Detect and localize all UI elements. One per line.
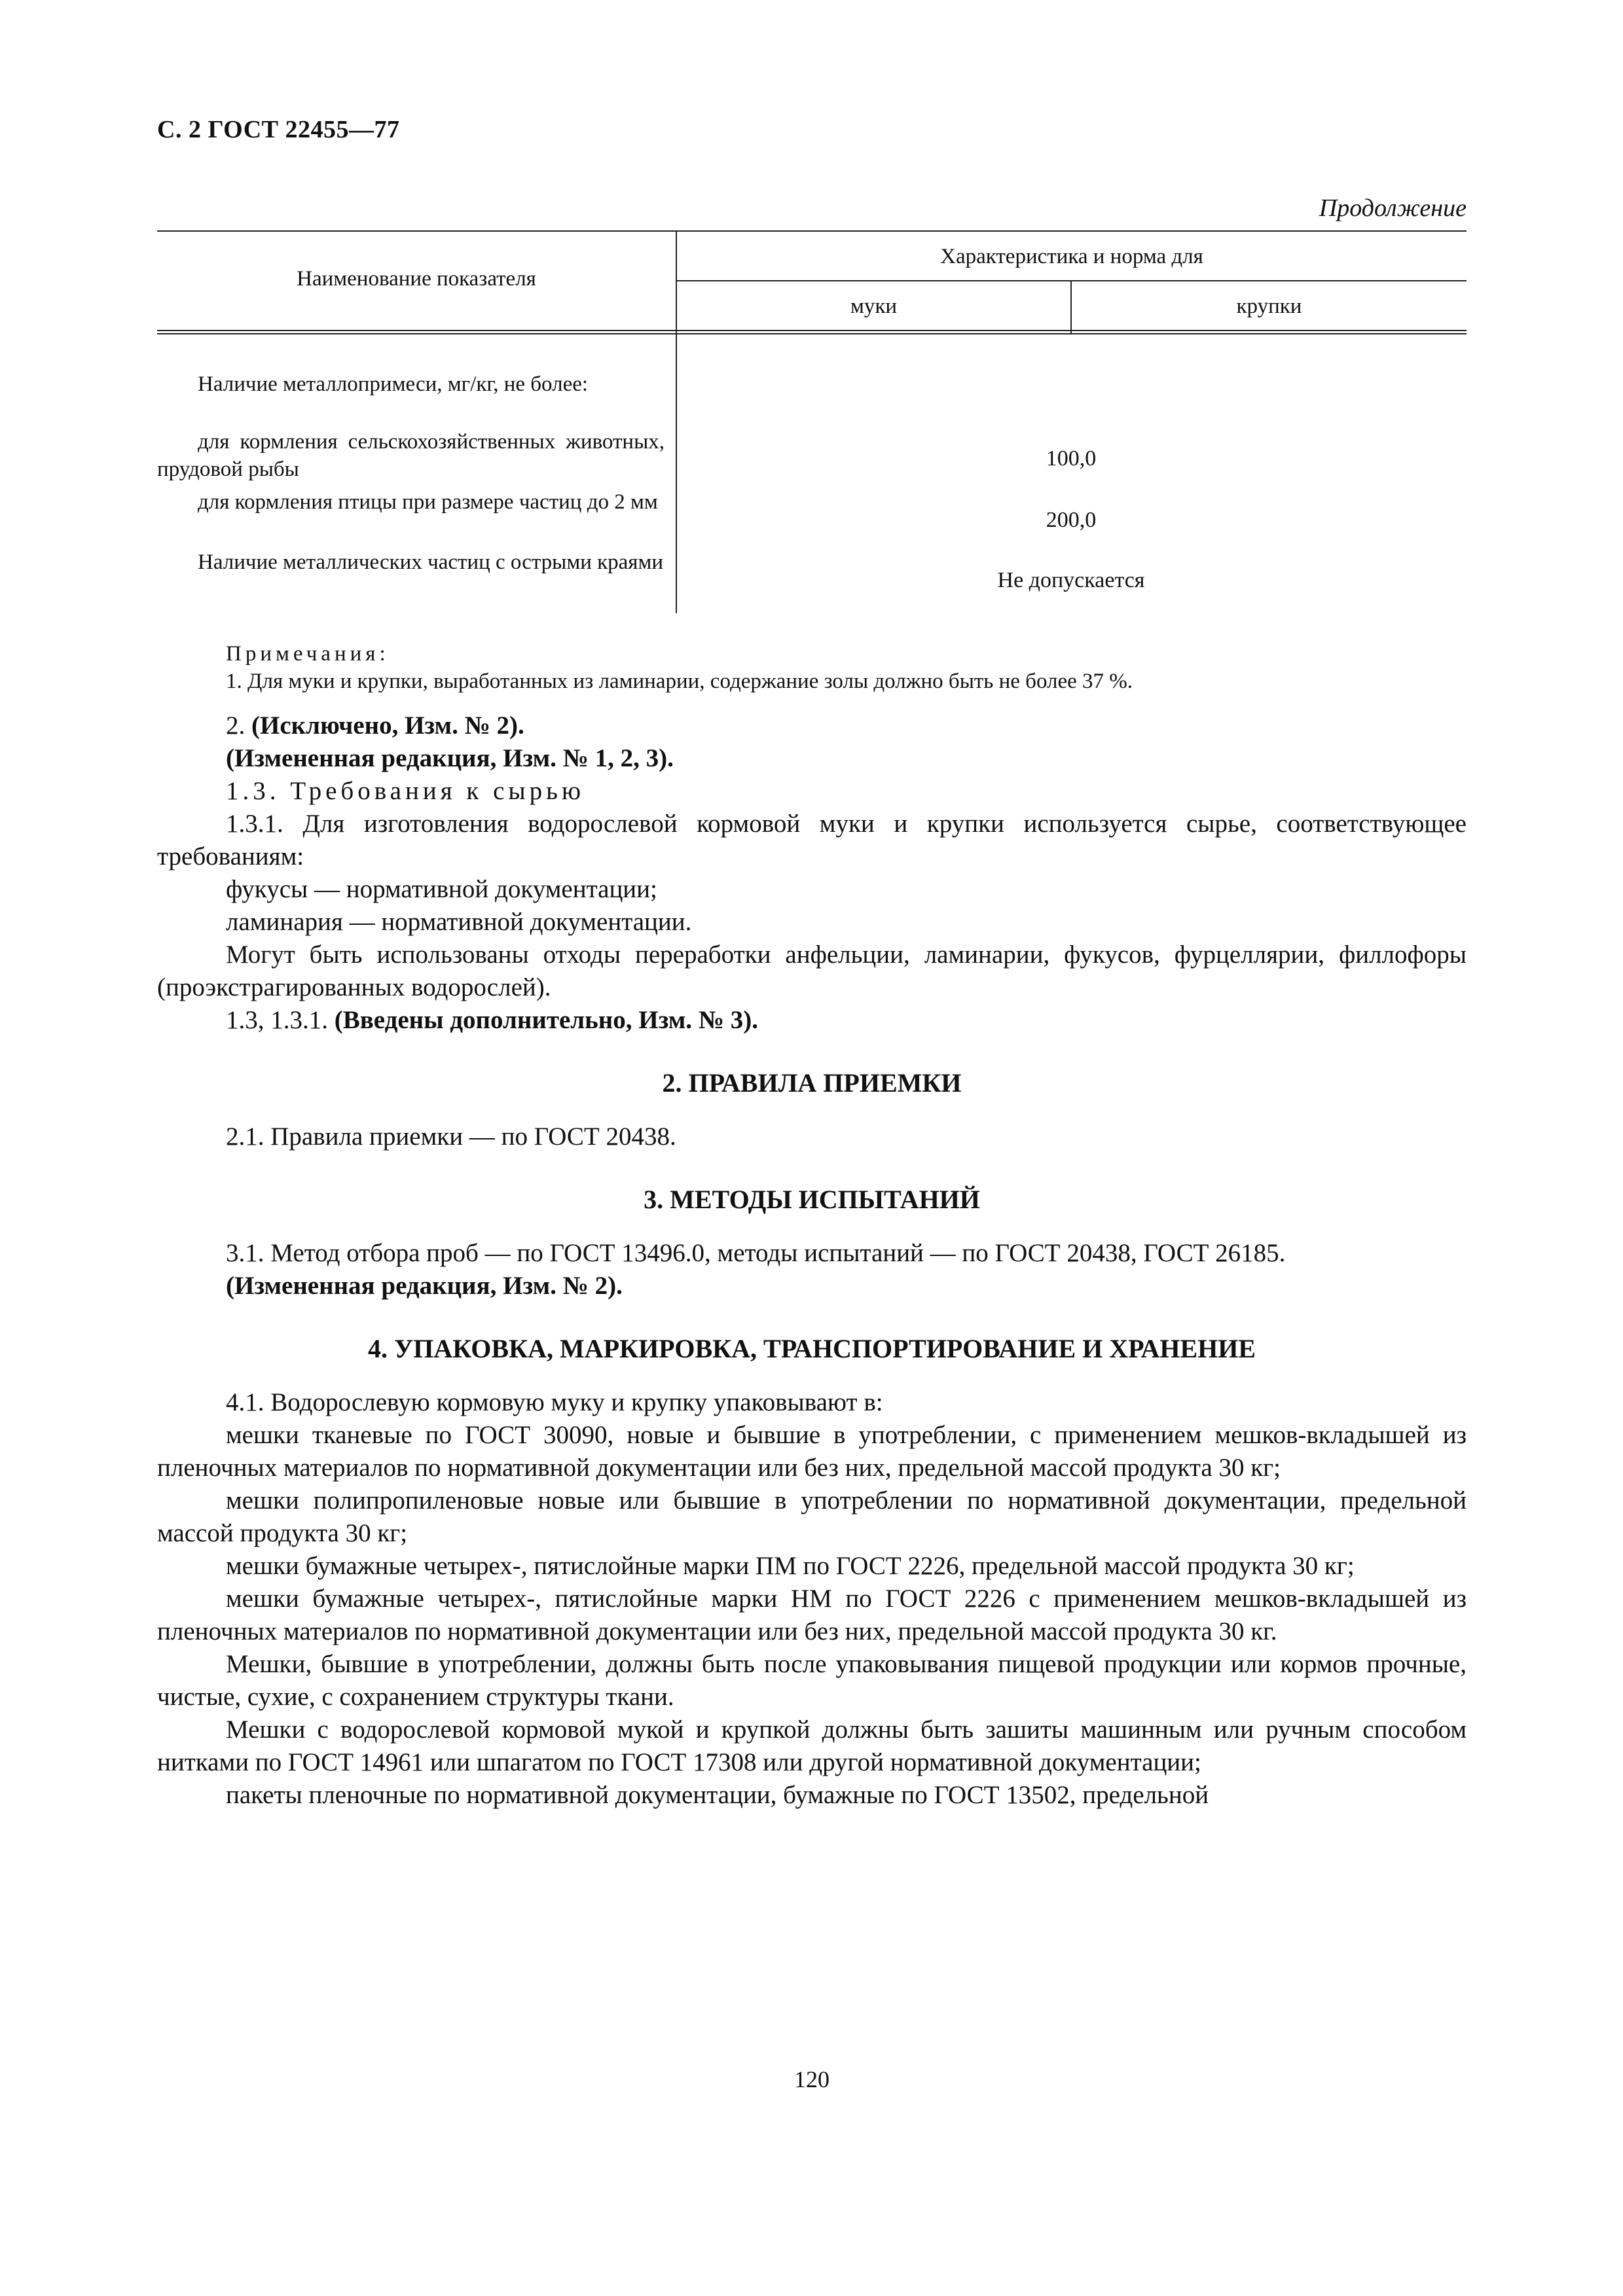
paragraph: 3.1. Метод отбора проб — по ГОСТ 13496.0, методы испытаний — по ГОСТ 20438, ГОСТ 26185.	[226, 1239, 1286, 1267]
page-number: 120	[794, 2066, 830, 2092]
table-row-label: Наличие металлических частиц с острыми краями	[198, 550, 664, 574]
list-item: мешки полипропиленовые новые или бывшие в употреблении по нормативной документации, предельной массой продукта 30 кг;	[157, 1486, 1467, 1547]
amendment-note: (Измененная редакция, Изм. № 1, 2, 3).	[226, 744, 674, 772]
column-name-header: Наименование показателя	[297, 267, 536, 291]
section-title: 2. ПРАВИЛА ПРИЕМКИ	[662, 1068, 962, 1098]
table-top-rule	[157, 230, 1467, 232]
table-row-value: 100,0	[1046, 446, 1097, 471]
amendment-note: (Исключено, Изм. № 2).	[251, 711, 524, 740]
column-grits-header: крупки	[1236, 295, 1302, 318]
list-item: ламинария — нормативной документации.	[226, 908, 692, 936]
paragraph: 2.1. Правила приемки — по ГОСТ 20438.	[226, 1122, 676, 1151]
amendment-note: (Измененная редакция, Изм. № 2).	[226, 1272, 623, 1300]
requirements-table	[157, 230, 1467, 613]
table-header-rule-1	[157, 330, 1467, 331]
paragraph: Могут быть использованы отходы переработки анфельции, ламинарии, фукусов, фурцеллярии, филлофоры (проэкстрагированных водорослей).	[157, 941, 1467, 1001]
table-header-rule-2	[157, 333, 1467, 334]
table-row-value: 200,0	[1046, 508, 1097, 532]
list-item: мешки бумажные четырех-, пятислойные марки НМ по ГОСТ 2226 с применением мешков-вкладышей из пленочных материалов по нормативной документации или без них, предельной массой продукта 30 кг.	[157, 1585, 1467, 1645]
paragraph-number: 2.	[226, 711, 246, 740]
table-row-label: для кормления сельскохозяйственных животных, прудовой рыбы	[157, 430, 665, 481]
paragraph-excluded	[157, 709, 1467, 742]
paragraph: 4.1. Водорослевую кормовую муку и крупку упаковывают в:	[226, 1388, 883, 1416]
paragraph-introduced	[157, 1004, 1467, 1037]
paragraph-number: 1.3, 1.3.1.	[226, 1006, 328, 1034]
paragraph: Мешки с водорослевой кормовой мукой и крупкой должны быть зашиты машинным или ручным способом нитками по ГОСТ 14961 или шпагатом по ГОСТ 17308 или другой нормативной документации;	[157, 1715, 1467, 1776]
section-title: 3. МЕТОДЫ ИСПЫТАНИЙ	[644, 1185, 980, 1214]
section-title: 4. УПАКОВКА, МАРКИРОВКА, ТРАНСПОРТИРОВАНИЕ И ХРАНЕНИЕ	[367, 1334, 1256, 1363]
paragraph: Мешки, бывшие в употреблении, должны быть после упаковывания пищевой продукции или кормов прочные, чистые, сухие, с сохранением структуры ткани.	[157, 1650, 1467, 1711]
document-body	[157, 640, 1467, 1812]
table-column-divider	[676, 230, 677, 613]
continuation-label: Продолжение	[1319, 194, 1467, 222]
list-item: мешки бумажные четырех-, пятислойные марки ПМ по ГОСТ 2226, предельной массой продукта 30 кг;	[226, 1552, 1355, 1580]
table-group-rule	[677, 280, 1467, 281]
document-page	[157, 0, 1467, 2296]
column-group-header: Характеристика и норма для	[940, 245, 1203, 268]
table-row-value: Не допускается	[997, 568, 1145, 592]
list-item: пакеты пленочные по нормативной документации, бумажные по ГОСТ 13502, предельной	[226, 1781, 1209, 1809]
notes-title: Примечания:	[226, 642, 390, 666]
table-row-label: Наличие металлопримеси, мг/кг, не более:	[198, 372, 589, 396]
amendment-note: (Введены дополнительно, Изм. № 3).	[334, 1006, 758, 1034]
paragraph: 1.3.1. Для изготовления водорослевой кормовой муки и крупки используется сырье, соответствующее требованиям:	[157, 810, 1467, 870]
page-header: С. 2 ГОСТ 22455—77	[157, 116, 400, 143]
list-item: фукусы — нормативной документации;	[226, 875, 657, 903]
list-item: мешки тканевые по ГОСТ 30090, новые и бывшие в употреблении, с применением мешков-вкладышей из пленочных материалов по нормативной документации или без них, предельной массой продукта 30 кг;	[157, 1421, 1467, 1482]
table-row-label: для кормления птицы при размере частиц до 2 мм	[198, 490, 658, 514]
subsection-heading: 1.3. Требования к сырью	[226, 777, 585, 805]
note-1: 1. Для муки и крупки, выработанных из ламинарии, содержание золы должно быть не более 37 %.	[226, 670, 1133, 693]
column-flour-header: муки	[850, 295, 898, 318]
